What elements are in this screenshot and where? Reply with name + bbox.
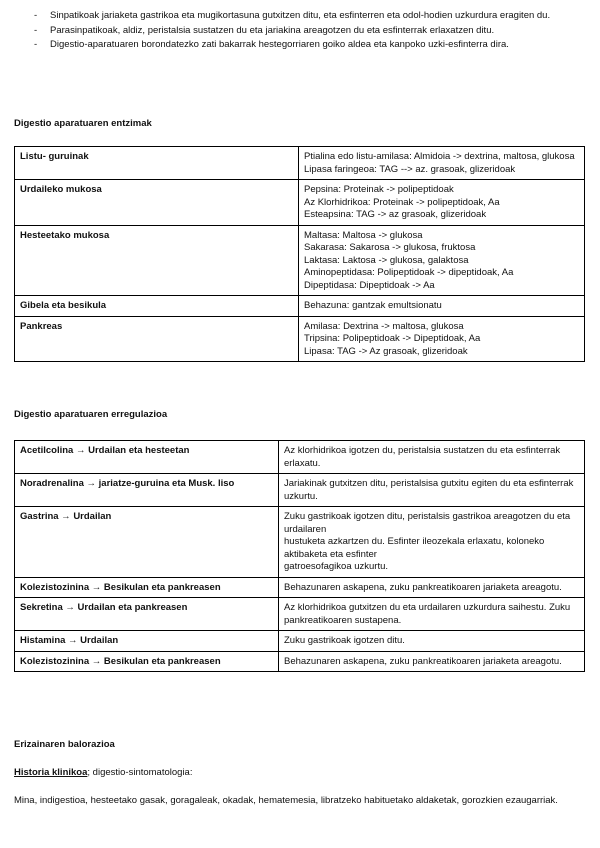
value-line: hustuketa azkartzen du. Esfinter ileozekala erlaxatu, koloneko aktibaketa eta esfinter (284, 536, 545, 560)
enzyme-row (15, 225, 585, 296)
row-key: Hesteetako mukosa (15, 225, 299, 296)
regulation-row (15, 598, 585, 631)
value-line: Behazunaren askapena, zuku pankreatikoaren jariaketa areagotu. (284, 581, 562, 593)
value-line: Laktasa: Laktosa -> glukosa, galaktosa (304, 254, 469, 266)
bullet-item: - Sinpatikoak jariaketa gastrikoa eta mugikortasuna gutxitzen ditu, eta esfinterren eta odol-hodien uzkurdura eragiten du. (14, 10, 574, 23)
value-line: Zuku gastrikoak igotzen ditu. (284, 635, 405, 646)
value-line: Ptialina edo listu-amilasa: Almidoia -> dextrina, maltosa, glukosa (304, 151, 575, 162)
regulation-table (14, 440, 585, 672)
enzyme-row (15, 316, 585, 362)
history-line (14, 767, 584, 780)
regulation-row (15, 507, 585, 578)
enzyme-row (15, 296, 585, 317)
row-value (279, 598, 585, 631)
value-line: Pepsina: Proteinak -> polipeptidoak (304, 184, 454, 195)
value-line: Zuku gastrikoak igotzen ditu, peristalsis gastrikoa areagotzen du eta urdailaren (284, 511, 571, 535)
value-line: Amilasa: Dextrina -> maltosa, glukosa (304, 320, 464, 332)
enzymes-table (14, 146, 585, 362)
value-line: Maltasa: Maltosa -> glukosa (304, 229, 423, 241)
value-line: Sakarasa: Sakarosa -> glukosa, fruktosa (304, 242, 476, 253)
enzyme-row (15, 147, 585, 180)
row-key: Gibela eta besikula (15, 296, 299, 317)
enzymes-heading: Digestio aparatuaren entzimak (14, 118, 152, 129)
row-key: Acetilcolina → Urdailan eta hesteetan (15, 441, 279, 474)
row-value (299, 296, 585, 317)
value-line: gatroesofagikoa uzkurtu. (284, 561, 389, 572)
row-value (279, 651, 585, 672)
regulation-row (15, 474, 585, 507)
row-key: Kolezistozinina → Besikulan eta pankreasen (15, 651, 279, 672)
value-line: Behazuna: gantzak emultsionatu (304, 300, 442, 311)
row-value (299, 147, 585, 180)
row-value (299, 225, 585, 296)
row-key: Kolezistozinina → Besikulan eta pankreasen (15, 577, 279, 598)
bullet-list (14, 10, 574, 54)
row-key: Listu- guruinak (15, 147, 299, 180)
value-line: Esteapsina: TAG -> az grasoak, glizeridoak (304, 209, 487, 220)
value-line: Behazunaren askapena, zuku pankreatikoaren jariaketa areagotu. (284, 655, 562, 667)
value-line: Dipeptidasa: Dipeptidoak -> Aa (304, 279, 435, 291)
evaluation-text: Mina, indigestioa, hesteetako gasak, goragaleak, okadak, hematemesia, libratzeko habituetako aldaketak, gorozkien ezaugarriak. (14, 795, 558, 806)
value-line: Aminopeptidasa: Polipeptidoak -> dipeptidoak, Aa (304, 267, 514, 278)
value-line: Az klorhidrikoa igotzen du, peristalsia sustatzen du eta esfinterrak erlaxatu. (284, 445, 561, 469)
value-line: Jariakinak gutxitzen ditu, peristalsisa gutxitu egiten du eta esfinterrak uzkurtu. (284, 478, 574, 502)
value-line: Lipasa: TAG -> Az grasoak, glizeridoak (304, 345, 468, 357)
value-line: Az Klorhidrikoa: Proteinak -> polipeptidoak, Aa (304, 196, 500, 208)
row-value (279, 631, 585, 652)
regulation-row (15, 631, 585, 652)
row-value (299, 180, 585, 226)
row-key: Urdaileko mukosa (15, 180, 299, 226)
history-rest: ; digestio-sintomatologia: (87, 767, 193, 778)
history-label: Historia klinikoa (14, 767, 88, 778)
row-key: Noradrenalina → jariatze-guruina eta Musk. liso (15, 474, 279, 507)
row-key: Histamina → Urdailan (15, 631, 279, 652)
row-key: Sekretina → Urdailan eta pankreasen (15, 598, 279, 631)
value-line: Az klorhidrikoa gutxitzen du eta urdailaren uzkurdura saihestu. Zuku pankreatikoaren sustapena. (284, 602, 571, 626)
row-value (279, 577, 585, 598)
enzyme-row (15, 180, 585, 226)
row-value (279, 507, 585, 578)
regulation-row (15, 441, 585, 474)
row-value (299, 316, 585, 362)
regulation-row (15, 577, 585, 598)
row-value (279, 441, 585, 474)
bullet-item: - Parasinpatikoak, aldiz, peristalsia sustatzen du eta jariakina areagotzen du eta esfinterrak erlaxatzen ditu. (14, 25, 574, 38)
evaluation-heading: Erizainaren balorazioa (14, 739, 115, 750)
value-line: Lipasa faringeoa: TAG --> az. grasoak, glizeridoak (304, 163, 516, 175)
row-value (279, 474, 585, 507)
bullet-item: - Digestio-aparatuaren borondatezko zati bakarrak hestegorriaren goiko aldea eta kanpoko uzki-esfinterra dira. (14, 39, 574, 52)
regulation-heading: Digestio aparatuaren erregulazioa (14, 409, 168, 420)
value-line: Tripsina: Polipeptidoak -> Dipeptidoak, Aa (304, 333, 481, 344)
row-key: Pankreas (15, 316, 299, 362)
row-key: Gastrina → Urdailan (15, 507, 279, 578)
regulation-row (15, 651, 585, 672)
